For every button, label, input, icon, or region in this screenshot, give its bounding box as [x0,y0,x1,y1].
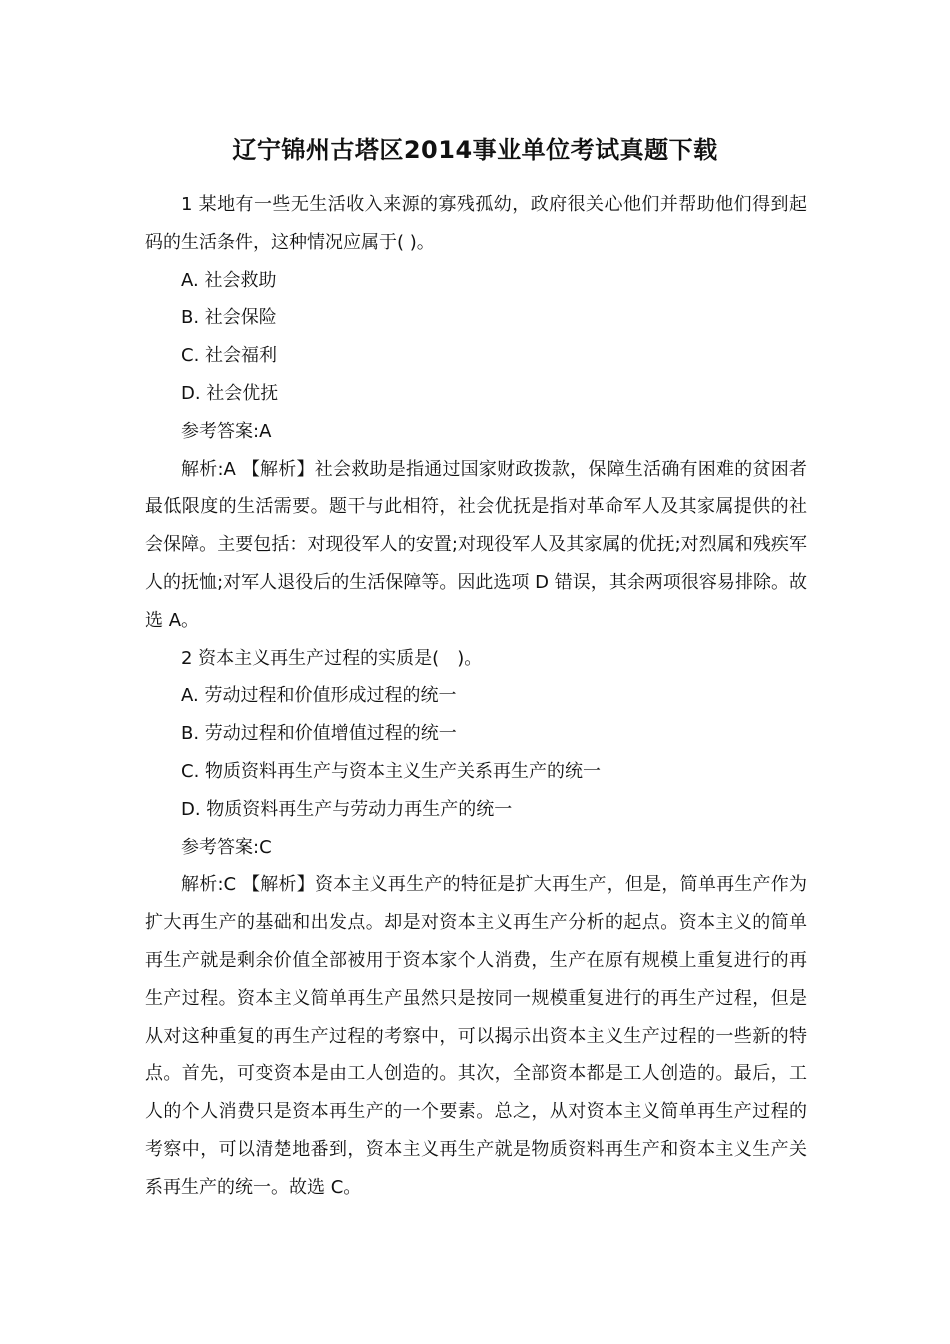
question-2-answer: 参考答案:C [181,836,272,858]
question-1-option-a: A. 社会救助 [181,269,277,291]
question-1-option-c: C. 社会福利 [181,345,278,367]
document-body [145,186,807,1207]
question-2-option-c: C. 物质资料再生产与资本主义生产关系再生产的统一 [181,760,602,782]
question-1-answer: 参考答案:A [181,420,272,442]
question-2-stem: 2 资本主义再生产过程的实质是( )。 [181,647,483,669]
question-2-option-a: A. 劳动过程和价值形成过程的统一 [181,685,457,707]
question-1-analysis: 解析:A 【解析】社会救助是指通过国家财政拨款，保障生活确有困难的贫困者最低限度的生活需要。题干与此相符，社会优抚是指对革命军人及其家属提供的社会保障。主要包括：对现役军人的安置;对现役军人及其家属的优抚;对烈属和残疾军人的抚恤;对军人退役后的生活保障等。因此选项 D 错误，其余两项很容易排除。故选 A。 [145,458,807,631]
question-1-stem: 1 某地有一些无生活收入来源的寡残孤幼，政府很关心他们并帮助他们得到起码的生活条件，这种情况应属于( )。 [145,194,807,253]
question-2-analysis: 解析:C 【解析】资本主义再生产的特征是扩大再生产，但是，简单再生产作为扩大再生产的基础和出发点。却是对资本主义再生产分析的起点。资本主义的简单再生产就是剩余价值全部被用于资本家个人消费，生产在原有规模上重复进行的再生产过程。资本主义简单再生产虽然只是按同一规模重复进行的再生产过程，但是从对这种重复的再生产过程的考察中，可以揭示出资本主义生产过程的一些新的特点。首先，可变资本是由工人创造的。其次，全部资本都是工人创造的。最后，工人的个人消费只是资本再生产的一个要素。总之，从对资本主义简单再生产过程的考察中，可以清楚地番到，资本主义再生产就是物质资料再生产和资本主义生产关系再生产的统一。故选 C。 [145,874,807,1198]
question-1-option-b: B. 社会保险 [181,307,277,329]
question-1-option-d: D. 社会优抚 [181,382,279,404]
document-title: 辽宁锦州古塔区2014事业单位考试真题下载 [232,136,718,164]
question-2-option-b: B. 劳动过程和价值增值过程的统一 [181,723,457,745]
question-2-option-d: D. 物质资料再生产与劳动力再生产的统一 [181,798,513,820]
